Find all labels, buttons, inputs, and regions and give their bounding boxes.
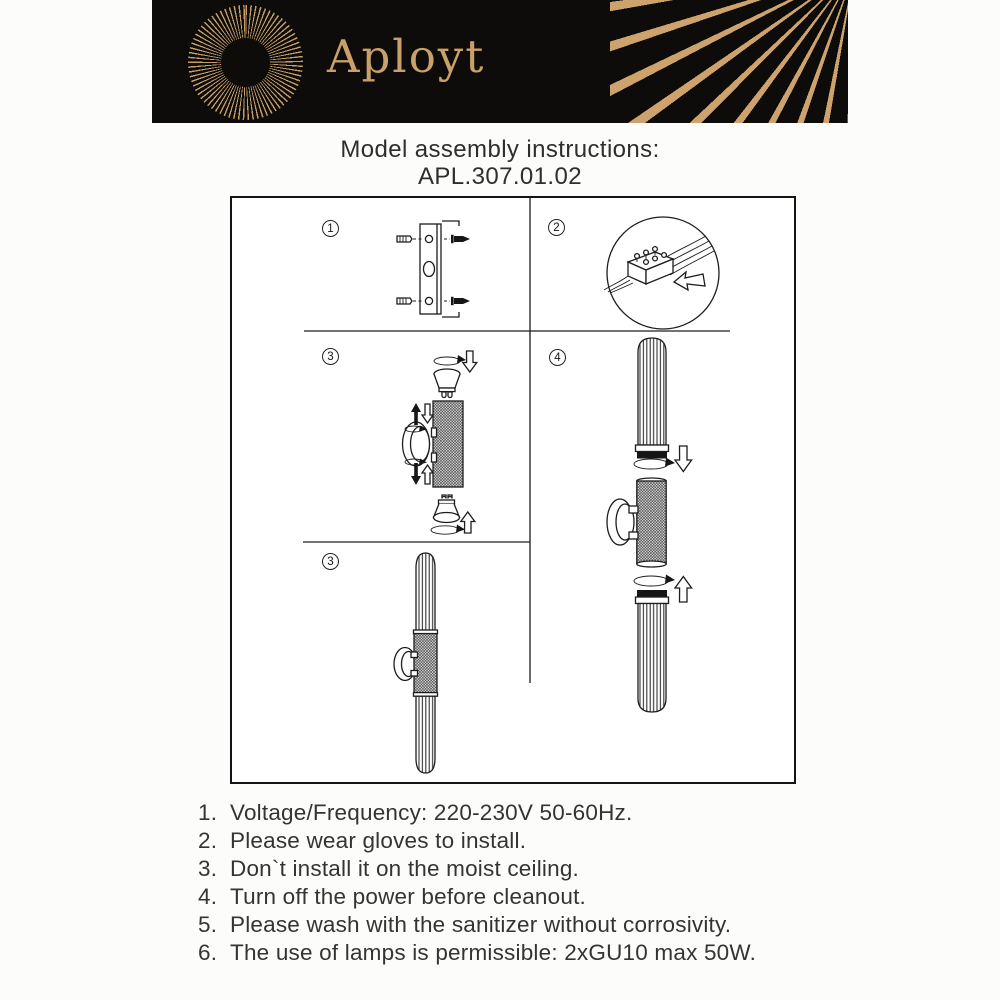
decorative-rays-icon — [610, 0, 848, 123]
instruction-item — [198, 799, 756, 827]
instruction-list — [198, 799, 756, 966]
panel-number-4: 4 — [549, 349, 566, 366]
panel-number-3: 3 — [322, 348, 339, 365]
instruction-item — [198, 939, 756, 967]
brand-banner — [152, 0, 848, 123]
page-title: Model assembly instructions: — [340, 136, 660, 163]
instruction-number: 6. — [198, 939, 218, 965]
panel-number-1: 1 — [322, 220, 339, 237]
lamp-body-assembly-diagram — [403, 351, 477, 534]
instruction-text: Don`t install it on the moist ceiling. — [230, 855, 580, 881]
instruction-text: Turn off the power before cleanout. — [230, 883, 586, 909]
wiring-diagram — [604, 217, 719, 329]
instruction-number: 1. — [198, 800, 218, 825]
instruction-item — [198, 827, 756, 855]
instruction-text: Please wash with the sanitizer without corrosivity. — [230, 911, 732, 937]
panel-number-5: 3 — [322, 553, 339, 570]
instruction-item — [198, 911, 756, 939]
instruction-number: 4. — [198, 883, 218, 909]
bracket-diagram — [397, 221, 470, 317]
assembly-diagram — [232, 198, 794, 782]
panel-number-2: 2 — [548, 219, 565, 236]
instruction-text: Voltage/Frequency: 220-230V 50-60Hz. — [230, 800, 633, 825]
instruction-text: The use of lamps is permissible: 2xGU10 max 50W. — [230, 939, 757, 965]
assembled-lamp-diagram — [394, 553, 438, 773]
instruction-item — [198, 883, 756, 911]
instruction-text: Please wear gloves to install. — [230, 827, 527, 853]
shade-assembly-diagram — [607, 338, 692, 712]
model-number: APL.307.01.02 — [417, 163, 582, 190]
instruction-number: 2. — [198, 827, 218, 853]
sunburst-logo-icon — [188, 5, 303, 120]
assembly-diagram-box — [230, 196, 796, 784]
instruction-number: 3. — [198, 855, 218, 881]
instruction-item — [198, 855, 756, 883]
brand-wordmark: Aployt — [327, 30, 486, 83]
instruction-number: 5. — [198, 911, 218, 937]
